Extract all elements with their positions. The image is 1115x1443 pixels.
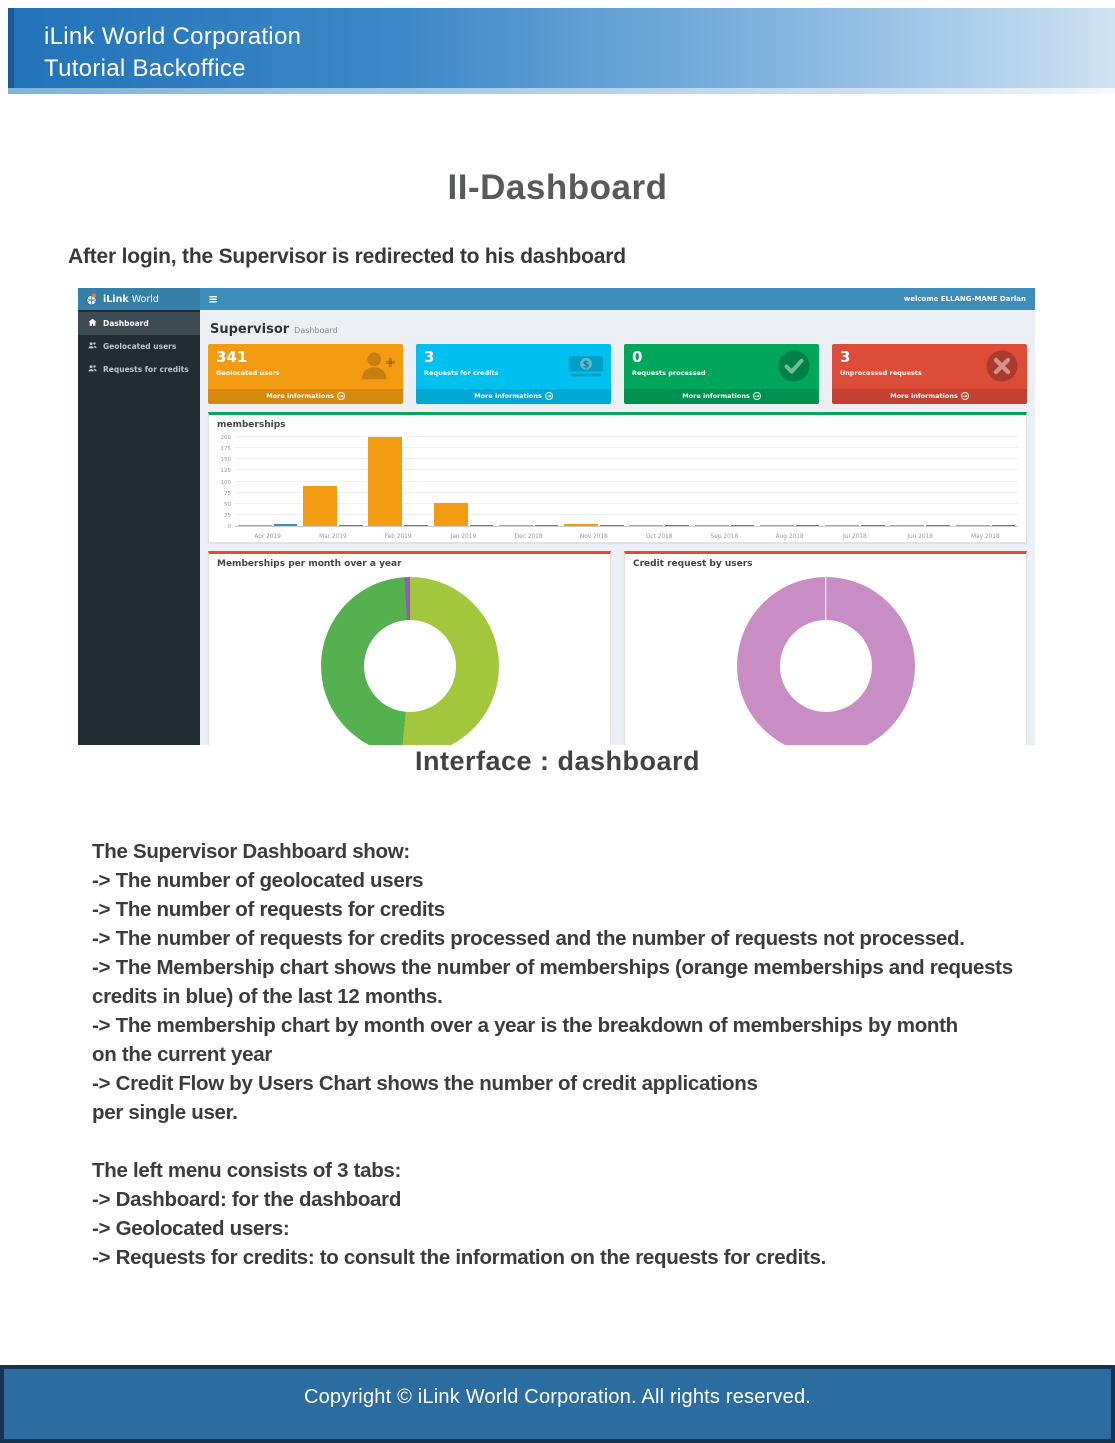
body-text-line: per single user. bbox=[92, 1101, 238, 1124]
x-axis-tick-label: Jul 2018 bbox=[843, 534, 867, 540]
requests-credits-bar bbox=[600, 525, 623, 526]
arrow-circle-right-icon: → bbox=[962, 393, 968, 400]
x-axis-tick-label: Aug 2018 bbox=[775, 534, 804, 540]
hamburger-menu-icon[interactable]: ≡ bbox=[207, 292, 219, 306]
stat-card-body bbox=[208, 344, 403, 389]
body-text-line: -> The membership chart by month over a year is the breakdown of memberships by month bbox=[92, 1014, 958, 1037]
users-icon bbox=[88, 341, 97, 352]
stat-card-unprocessed-requests bbox=[832, 344, 1027, 404]
bar-group-jun-2018 bbox=[888, 437, 953, 526]
page-header bbox=[8, 8, 1115, 88]
memberships-bar bbox=[760, 525, 794, 526]
credit-request-title: Credit request by users bbox=[633, 559, 753, 569]
stat-card-value: 0 bbox=[632, 348, 643, 366]
arrow-circle-right-icon: → bbox=[338, 393, 344, 400]
more-informations-link[interactable] bbox=[832, 389, 1027, 404]
y-axis-tick-label: 100 bbox=[220, 479, 231, 486]
bar-group-apr-2019 bbox=[235, 437, 300, 526]
bar-group-aug-2018 bbox=[757, 437, 822, 526]
body-text-line: -> Requests for credits: to consult the information on the requests for credits. bbox=[92, 1246, 827, 1269]
dashboard-content bbox=[200, 310, 1035, 745]
globe-icon bbox=[85, 293, 98, 306]
welcome-user-text: welcome ELLANG-MANE Darlan bbox=[903, 295, 1026, 303]
bar-group-oct-2018 bbox=[627, 437, 692, 526]
memberships-bar bbox=[695, 525, 729, 526]
y-axis-tick-label: 50 bbox=[224, 501, 231, 508]
body-text-line: -> The Membership chart shows the number of memberships (orange memberships and requests bbox=[92, 956, 1013, 979]
home-icon bbox=[88, 318, 97, 329]
y-axis-tick-label: 175 bbox=[220, 446, 231, 453]
requests-credits-bar bbox=[861, 525, 884, 526]
bar-group-dec-2018 bbox=[496, 437, 561, 526]
body-text bbox=[92, 837, 1052, 1272]
memberships-donut-chart bbox=[321, 577, 499, 745]
y-axis-tick-label: 25 bbox=[224, 512, 231, 519]
donut-charts-row bbox=[208, 551, 1027, 745]
dashboard-topbar bbox=[78, 288, 1035, 310]
bar-group-jul-2018 bbox=[822, 437, 887, 526]
y-axis-tick-label: 0 bbox=[227, 524, 231, 530]
requests-credits-bar bbox=[274, 524, 297, 526]
more-informations-link[interactable] bbox=[416, 389, 611, 404]
content-title: Supervisor bbox=[210, 322, 290, 337]
requests-credits-bar bbox=[992, 525, 1015, 526]
memberships-bar bbox=[564, 524, 598, 526]
bar-group-jan-2019 bbox=[431, 437, 496, 526]
x-axis-labels bbox=[235, 534, 1018, 540]
requests-credits-bar bbox=[535, 525, 558, 526]
stat-card-requests-processed bbox=[624, 344, 819, 404]
memberships-per-month-title: Memberships per month over a year bbox=[217, 559, 402, 569]
memberships-panel-title: memberships bbox=[217, 420, 286, 430]
y-axis-tick-label: 200 bbox=[220, 435, 231, 441]
more-informations-label: More informations bbox=[266, 392, 334, 400]
content-header bbox=[208, 310, 1027, 344]
body-text-line: on the current year bbox=[92, 1043, 272, 1066]
x-axis-tick-label: Jun 2018 bbox=[907, 534, 933, 540]
bar-chart-plot-area bbox=[220, 435, 1018, 530]
body-text-line: -> Geolocated users: bbox=[92, 1217, 290, 1240]
requests-credits-bar bbox=[665, 525, 688, 526]
stat-card-body bbox=[832, 344, 1027, 389]
x-axis-tick-label: Jan 2019 bbox=[450, 534, 477, 540]
memberships-bar bbox=[238, 525, 272, 526]
memberships-bar bbox=[629, 525, 663, 526]
donut-hole bbox=[364, 620, 456, 712]
header-line1: iLink World Corporation bbox=[44, 23, 302, 50]
stat-card-label: Requests processed bbox=[632, 369, 706, 377]
requests-credits-bar bbox=[404, 525, 427, 526]
credit-request-panel bbox=[624, 551, 1027, 745]
brand-logo[interactable] bbox=[78, 288, 200, 310]
memberships-bar bbox=[434, 503, 468, 526]
stat-cards-row bbox=[208, 344, 1027, 404]
donut-hole bbox=[780, 620, 872, 712]
x-circle-icon bbox=[984, 349, 1020, 383]
credit-request-donut-chart bbox=[737, 577, 915, 745]
bar-group-feb-2019 bbox=[366, 437, 431, 526]
money-icon bbox=[568, 349, 604, 383]
stat-card-geolocated-users bbox=[208, 344, 403, 404]
x-axis-tick-label: May 2018 bbox=[971, 534, 1000, 540]
memberships-bar bbox=[825, 525, 859, 526]
body-text-line: -> Credit Flow by Users Chart shows the number of credit applications bbox=[92, 1072, 758, 1095]
dashboard-screenshot bbox=[78, 288, 1035, 745]
bar-groups bbox=[235, 437, 1018, 526]
donut-seam bbox=[825, 577, 827, 621]
sidebar-item-requests-for-credits[interactable] bbox=[78, 358, 200, 381]
brand-text: iLink World bbox=[103, 293, 159, 305]
check-circle-icon bbox=[776, 349, 812, 383]
memberships-bar bbox=[303, 486, 337, 527]
stat-card-label: Geolocated users bbox=[216, 369, 280, 377]
x-axis-tick-label: Sep 2018 bbox=[710, 534, 739, 540]
arrow-circle-right-icon: → bbox=[546, 393, 552, 400]
screenshot-caption: Interface : dashboard bbox=[414, 746, 701, 776]
x-axis-tick-label: Mar 2019 bbox=[319, 534, 347, 540]
x-axis-tick-label: Dec 2018 bbox=[514, 534, 543, 540]
stat-card-label: Requests for credits bbox=[424, 369, 499, 377]
body-text-line: credits in blue) of the last 12 months. bbox=[92, 985, 443, 1008]
page-title: II-Dashboard bbox=[447, 168, 668, 207]
x-axis-tick-label: Apr 2019 bbox=[254, 534, 281, 540]
sidebar bbox=[78, 310, 200, 745]
body-text-line: -> The number of requests for credits processed and the number of requests not processed. bbox=[92, 927, 965, 950]
sidebar-item-label: Geolocated users bbox=[103, 342, 177, 351]
requests-credits-bar bbox=[339, 525, 362, 526]
requests-credits-bar bbox=[926, 525, 949, 526]
page-footer: Copyright © iLink World Corporation. All rights reserved. bbox=[0, 1365, 1115, 1443]
sidebar-item-geolocated-users[interactable] bbox=[78, 335, 200, 358]
stat-card-value: 3 bbox=[424, 348, 435, 366]
svg-text:$: $ bbox=[582, 359, 590, 371]
users-icon bbox=[88, 364, 97, 375]
bar-group-sep-2018 bbox=[692, 437, 757, 526]
arrow-circle-right-icon: → bbox=[754, 393, 760, 400]
memberships-bar bbox=[956, 525, 990, 526]
requests-credits-bar bbox=[470, 525, 493, 526]
body-text-line: The Supervisor Dashboard show: bbox=[92, 840, 410, 863]
memberships-bar-chart bbox=[215, 434, 1020, 540]
more-informations-label: More informations bbox=[682, 392, 750, 400]
stat-card-body bbox=[624, 344, 819, 389]
content-subtitle: Dashboard bbox=[294, 326, 338, 335]
x-axis-tick-label: Feb 2019 bbox=[384, 534, 412, 540]
stat-card-body bbox=[416, 344, 611, 389]
y-axis-tick-label: 125 bbox=[220, 468, 231, 475]
requests-credits-bar bbox=[796, 525, 819, 526]
more-informations-label: More informations bbox=[474, 392, 542, 400]
requests-credits-bar bbox=[731, 525, 754, 526]
memberships-per-month-panel bbox=[208, 551, 611, 745]
bar-group-may-2018 bbox=[953, 437, 1018, 526]
memberships-panel bbox=[208, 412, 1027, 543]
x-axis-tick-label: Oct 2018 bbox=[645, 534, 673, 540]
bar-group-nov-2018 bbox=[561, 437, 626, 526]
more-informations-link[interactable] bbox=[624, 389, 819, 404]
y-axis-tick-label: 75 bbox=[224, 490, 231, 497]
more-informations-link[interactable] bbox=[208, 389, 403, 404]
bar-group-mar-2019 bbox=[300, 437, 365, 526]
x-axis-tick-label: Nov 2018 bbox=[579, 534, 608, 540]
memberships-bar bbox=[368, 437, 402, 526]
body-text-line: The left menu consists of 3 tabs: bbox=[92, 1159, 402, 1182]
body-text-line: -> Dashboard: for the dashboard bbox=[92, 1188, 402, 1211]
y-axis-tick-label: 150 bbox=[220, 457, 231, 464]
stat-card-requests-for-credits bbox=[416, 344, 611, 404]
stat-card-value: 3 bbox=[840, 348, 851, 366]
stat-card-label: Unprocessed requests bbox=[840, 369, 922, 377]
sidebar-item-label: Dashboard bbox=[103, 319, 149, 328]
sidebar-item-label: Requests for credits bbox=[103, 365, 189, 374]
header-line2: Tutorial Backoffice bbox=[44, 55, 246, 82]
user-plus-icon bbox=[360, 349, 396, 383]
body-text-line: -> The number of geolocated users bbox=[92, 869, 424, 892]
stat-card-value: 341 bbox=[216, 348, 248, 366]
more-informations-label: More informations bbox=[890, 392, 958, 400]
intro-text: After login, the Supervisor is redirected to his dashboard bbox=[68, 245, 626, 268]
memberships-bar bbox=[499, 525, 533, 526]
memberships-bar bbox=[890, 525, 924, 526]
body-text-line bbox=[92, 1127, 1052, 1156]
body-text-line: -> The number of requests for credits bbox=[92, 898, 445, 921]
sidebar-item-dashboard[interactable] bbox=[78, 312, 200, 335]
